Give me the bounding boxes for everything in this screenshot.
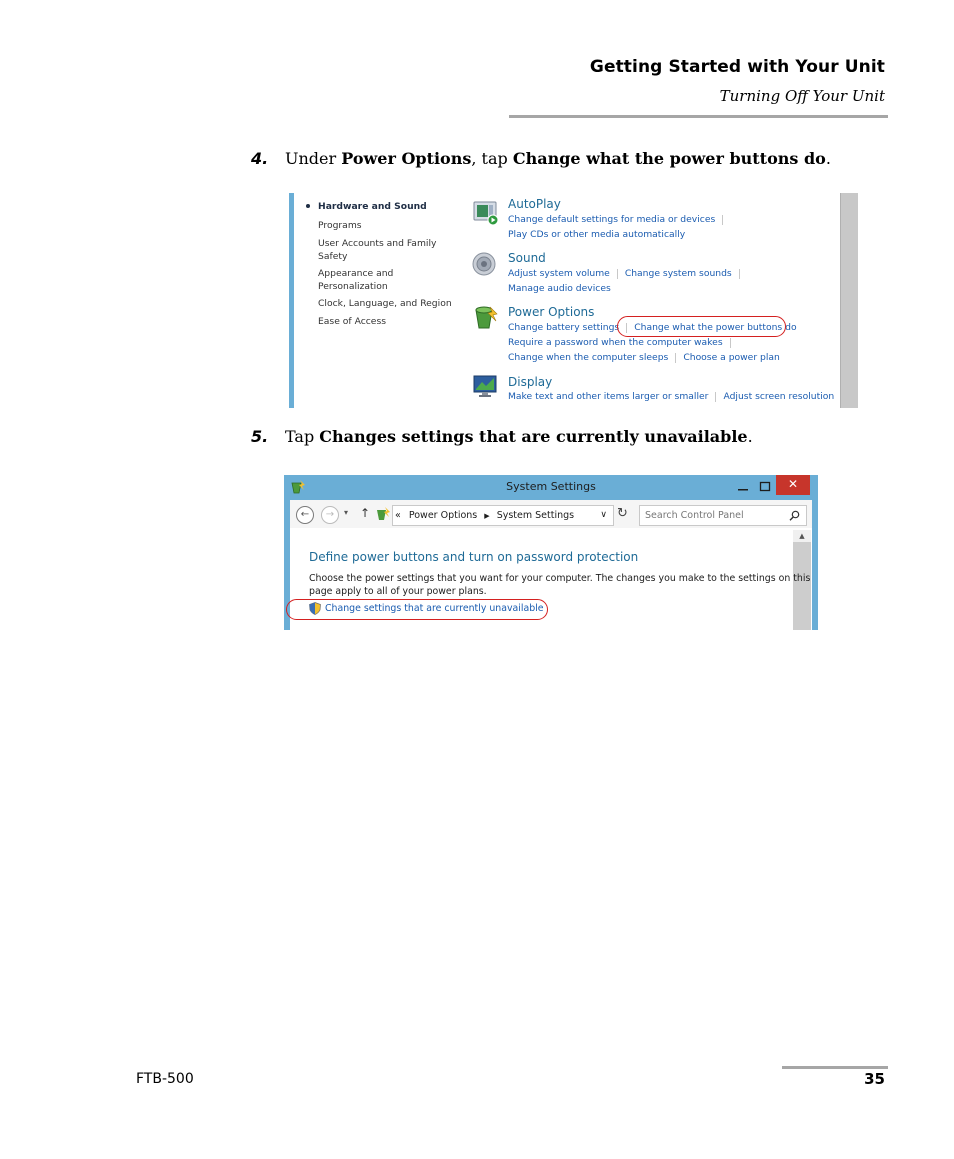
power-links-row-2: [508, 337, 738, 348]
close-button[interactable]: [776, 475, 810, 495]
up-arrow-icon[interactable]: ↑: [360, 506, 371, 520]
change-default-media-settings-link[interactable]: Change default settings for media or devices: [508, 214, 716, 225]
power-options-heading[interactable]: Power Options: [508, 305, 595, 319]
change-battery-settings-link[interactable]: Change battery settings: [508, 322, 620, 333]
category-label: User Accounts and Family: [318, 238, 437, 249]
change-unavailable-settings-link[interactable]: Change settings that are currently unavailable: [325, 603, 544, 614]
step-emphasis: Power Options: [341, 149, 472, 168]
page-number: 35: [864, 1070, 885, 1088]
search-icon: [789, 510, 800, 521]
back-arrow-icon: ←: [300, 509, 310, 520]
description-line: Choose the power settings that you want for your computer. The changes you make to the settings on this: [309, 573, 811, 584]
category-user-accounts[interactable]: [318, 237, 436, 263]
link-separator: [617, 269, 618, 279]
category-hardware-and-sound[interactable]: Hardware and Sound: [318, 201, 427, 212]
breadcrumb-power-options[interactable]: Power Options: [408, 510, 478, 521]
link-separator: [739, 269, 740, 279]
step-text: Under: [285, 149, 342, 168]
back-button[interactable]: [296, 506, 314, 524]
description-text: [309, 572, 810, 598]
category-label: Appearance and: [318, 268, 394, 279]
maximize-icon[interactable]: [757, 479, 773, 495]
step-emphasis: Change what the power buttons do: [512, 149, 826, 168]
search-placeholder: Search Control Panel: [645, 510, 744, 521]
autoplay-icon: [472, 200, 500, 226]
recent-pages-chevron-icon[interactable]: ▾: [344, 508, 349, 517]
page-heading: Define power buttons and turn on password protection: [309, 550, 639, 564]
link-separator: [715, 392, 716, 402]
sound-heading[interactable]: Sound: [508, 251, 546, 265]
category-clock-language-region[interactable]: Clock, Language, and Region: [318, 298, 452, 309]
require-password-link[interactable]: Require a password when the computer wakes: [508, 337, 723, 348]
power-options-icon: [472, 304, 500, 332]
header-rule: [509, 115, 888, 118]
breadcrumb-separator-icon[interactable]: ▶: [484, 512, 490, 520]
manage-audio-devices-link[interactable]: Manage audio devices: [508, 283, 611, 294]
sound-links-row: [508, 268, 747, 279]
refresh-icon[interactable]: ↻: [617, 506, 628, 521]
step-4: [251, 149, 831, 168]
adjust-resolution-link[interactable]: Adjust screen resolution: [723, 391, 835, 402]
category-appearance[interactable]: [318, 267, 393, 293]
category-programs[interactable]: Programs: [318, 220, 362, 231]
description-line: page apply to all of your power plans.: [309, 586, 487, 597]
window-title: System Settings: [506, 480, 596, 493]
forward-arrow-icon: →: [325, 509, 335, 520]
product-name: FTB-500: [136, 1071, 194, 1087]
display-links-row: [508, 391, 849, 402]
adjust-system-volume-link[interactable]: Adjust system volume: [508, 268, 610, 279]
display-heading[interactable]: Display: [508, 375, 553, 389]
scroll-up-icon[interactable]: ▲: [793, 530, 811, 542]
autoplay-links-row: [508, 214, 730, 225]
autoplay-heading[interactable]: AutoPlay: [508, 197, 561, 211]
text-size-link[interactable]: Make text and other items larger or smaller: [508, 391, 709, 402]
system-settings-screenshot: [284, 475, 818, 630]
monitor-icon: [472, 373, 500, 401]
link-separator: [675, 353, 676, 363]
step-number: 4.: [251, 149, 269, 168]
footer-rule: [782, 1066, 888, 1069]
step-text: Tap: [285, 427, 320, 446]
change-system-sounds-link[interactable]: Change system sounds: [624, 268, 732, 279]
section-subtitle: Turning Off Your Unit: [719, 87, 885, 105]
breadcrumb-overflow[interactable]: «: [395, 510, 401, 521]
step-number: 5.: [251, 427, 269, 446]
step-5: [251, 427, 753, 446]
scrollbar[interactable]: [840, 193, 858, 408]
step-text: , tap: [471, 149, 513, 168]
breadcrumb[interactable]: [392, 505, 614, 526]
search-input[interactable]: [639, 505, 807, 526]
category-label: Safety: [318, 251, 348, 262]
power-options-icon: [376, 506, 390, 522]
step-text: .: [747, 427, 753, 446]
chevron-down-icon[interactable]: ∨: [600, 510, 607, 520]
speaker-icon: [472, 252, 498, 276]
play-cds-link[interactable]: Play CDs or other media automatically: [508, 229, 686, 240]
link-separator: [722, 215, 723, 225]
change-power-buttons-link[interactable]: Change what the power buttons do: [634, 322, 797, 333]
change-sleep-link[interactable]: Change when the computer sleeps: [508, 352, 669, 363]
active-bullet-icon: [306, 204, 310, 208]
category-ease-of-access[interactable]: Ease of Access: [318, 316, 387, 327]
minimize-icon[interactable]: [735, 479, 751, 495]
forward-button[interactable]: [321, 506, 339, 524]
highlight-oval: [617, 316, 786, 337]
control-panel-screenshot: [289, 193, 858, 408]
chapter-title: Getting Started with Your Unit: [589, 57, 885, 77]
link-separator: [730, 338, 731, 348]
power-links-row-3: [508, 352, 780, 363]
close-icon: ✕: [787, 477, 799, 491]
step-emphasis: Changes settings that are currently unavailable: [319, 427, 748, 446]
left-border: [289, 193, 294, 408]
choose-power-plan-link[interactable]: Choose a power plan: [683, 352, 780, 363]
breadcrumb-system-settings[interactable]: System Settings: [496, 510, 575, 521]
step-text: .: [825, 149, 831, 168]
category-label: Personalization: [318, 281, 388, 292]
highlight-oval: [286, 599, 548, 620]
